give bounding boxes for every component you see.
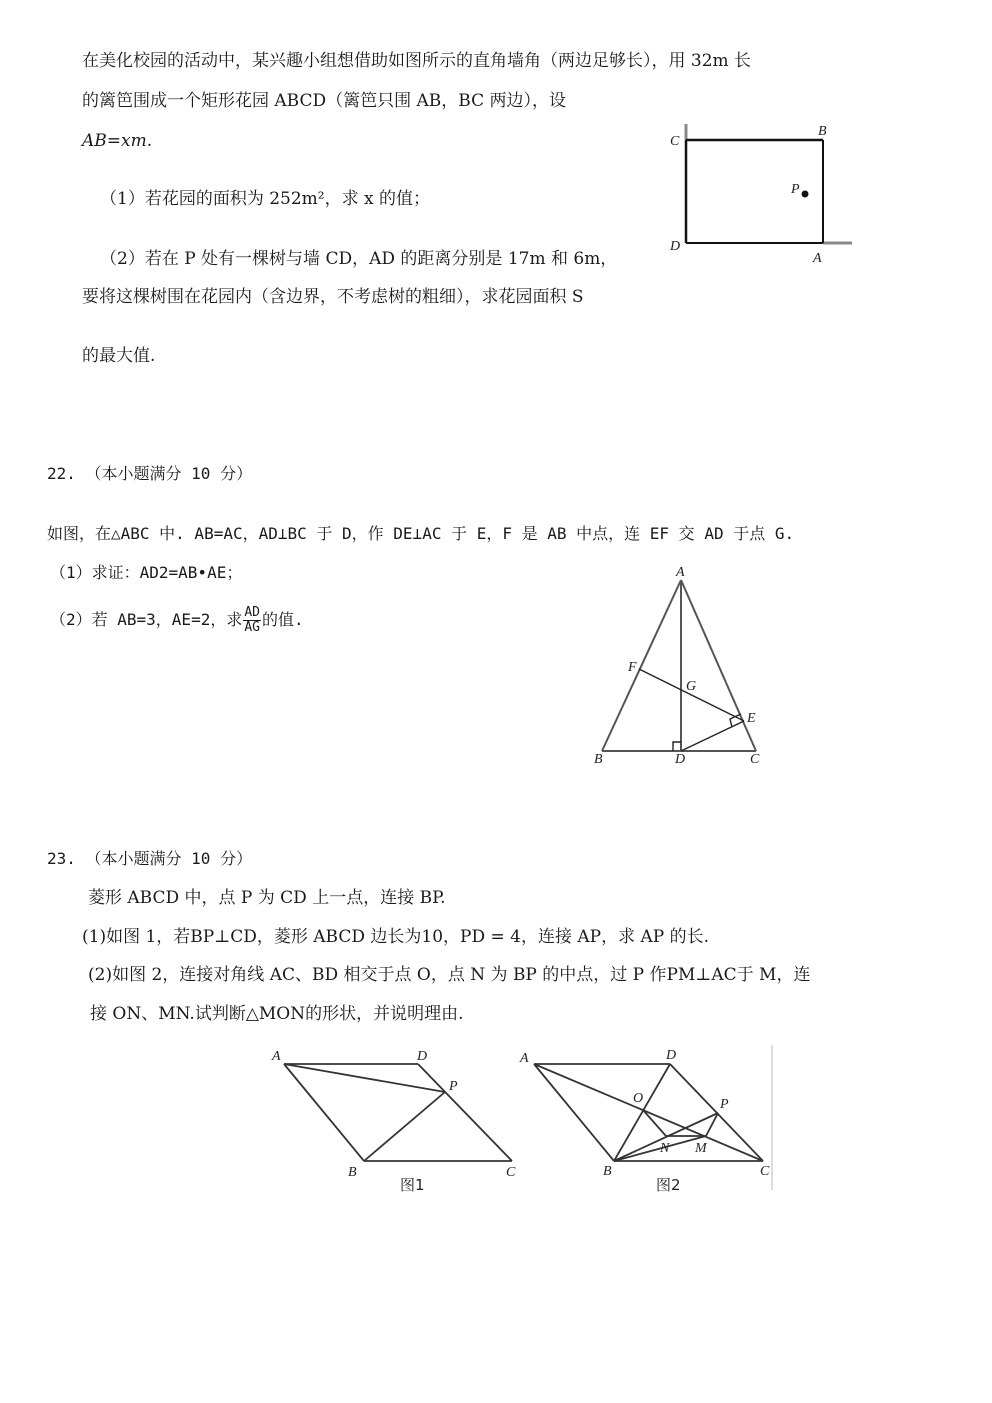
label-c: C — [750, 752, 760, 767]
q22-triangle-figure — [580, 560, 780, 775]
label-p: P — [449, 1079, 458, 1094]
q21-part1: （1）若花园的面积为 252m²，求 x 的值； — [100, 189, 430, 209]
label-c: C — [506, 1165, 516, 1180]
label-m: M — [695, 1141, 707, 1156]
q23-part2-line1: (2)如图 2，连接对角线 AC、BD 相交于点 O，点 N 为 BP 的中点，过 P 作PM⊥AC于 M，连 — [88, 965, 811, 985]
label-e: E — [747, 711, 756, 726]
label-c: C — [670, 134, 680, 149]
q21-garden-figure — [660, 110, 870, 270]
fraction-denominator: AG — [244, 620, 260, 635]
label-b: B — [818, 124, 827, 139]
label-a: A — [813, 251, 822, 266]
label-p: P — [720, 1097, 729, 1112]
figure1-caption: 图1 — [400, 1176, 425, 1194]
diagonal-ac — [534, 1064, 763, 1161]
label-n: N — [660, 1141, 670, 1156]
side-ab — [534, 1064, 614, 1161]
q21-stem-line1: 在美化校园的活动中，某兴趣小组想借助如图所示的直角墙角（两边足够长），用 32m 长 — [82, 51, 752, 71]
q21-part2-line3: 的最大值. — [82, 346, 156, 366]
side-ab — [284, 1064, 364, 1161]
q23-figure2 — [510, 1040, 780, 1200]
q22-part2-prefix: （2）若 AB=3，AE=2，求 — [50, 610, 243, 629]
segment-fe — [639, 669, 744, 721]
label-p: P — [791, 182, 800, 197]
q22-part2 — [50, 606, 304, 635]
q22-stem: 如图，在△ABC 中. AB=AC，AD⊥BC 于 D，作 DE⊥AC 于 E，F 是 AB 中点，连 EF 交 AD 于点 G. — [47, 524, 795, 543]
q22-header: 22. （本小题满分 10 分） — [47, 464, 253, 483]
label-f: F — [628, 660, 637, 675]
q23-part1: (1)如图 1，若BP⊥CD，菱形 ABCD 边长为10，PD = 4，连接 AP，求 AP 的长. — [82, 927, 709, 947]
segment-on — [643, 1110, 666, 1136]
q23-part2-line2: 接 ON、MN.试判断△MON的形状，并说明理由. — [90, 1004, 464, 1024]
q21-stem-line2: 的篱笆围成一个矩形花园 ABCD（篱笆只围 AB，BC 两边），设 — [82, 91, 567, 111]
label-g: G — [686, 679, 697, 694]
label-b: B — [348, 1165, 357, 1180]
label-b: B — [594, 752, 603, 767]
figure2-caption: 图2 — [656, 1176, 681, 1194]
label-c: C — [760, 1164, 770, 1179]
q22-part1: （1）求证：AD2=AB•AE； — [50, 563, 243, 582]
label-o: O — [633, 1091, 644, 1106]
segment-bp — [364, 1092, 445, 1161]
side-dc — [418, 1064, 512, 1161]
q23-stem: 菱形 ABCD 中，点 P 为 CD 上一点，连接 BP. — [88, 888, 446, 908]
q23-figure1 — [260, 1040, 530, 1200]
fraction-numerator: AD — [244, 605, 260, 620]
q22-part2-suffix: 的值. — [262, 610, 304, 629]
tree-point-p — [802, 191, 809, 198]
label-d: D — [666, 1048, 677, 1063]
q21-part2-line2: 要将这棵树围在花园内（含边界，不考虑树的粗细），求花园面积 S — [82, 287, 584, 307]
right-angle-d — [673, 742, 681, 751]
segment-de — [681, 721, 744, 751]
q22-fraction — [243, 606, 261, 635]
side-ab — [602, 580, 681, 751]
label-a: A — [272, 1049, 281, 1064]
side-ac — [681, 580, 756, 751]
label-a: A — [676, 565, 685, 580]
label-b: B — [603, 1164, 612, 1179]
label-d: D — [675, 752, 686, 767]
q23-header: 23. （本小题满分 10 分） — [47, 849, 253, 868]
q21-stem-line3: AB=xm. — [82, 131, 153, 151]
label-d: D — [417, 1049, 428, 1064]
label-a: A — [520, 1051, 529, 1066]
q21-part2-line1: （2）若在 P 处有一棵树与墙 CD，AD 的距离分别是 17m 和 6m， — [100, 249, 618, 269]
side-dc — [670, 1064, 763, 1161]
label-d: D — [670, 239, 681, 254]
